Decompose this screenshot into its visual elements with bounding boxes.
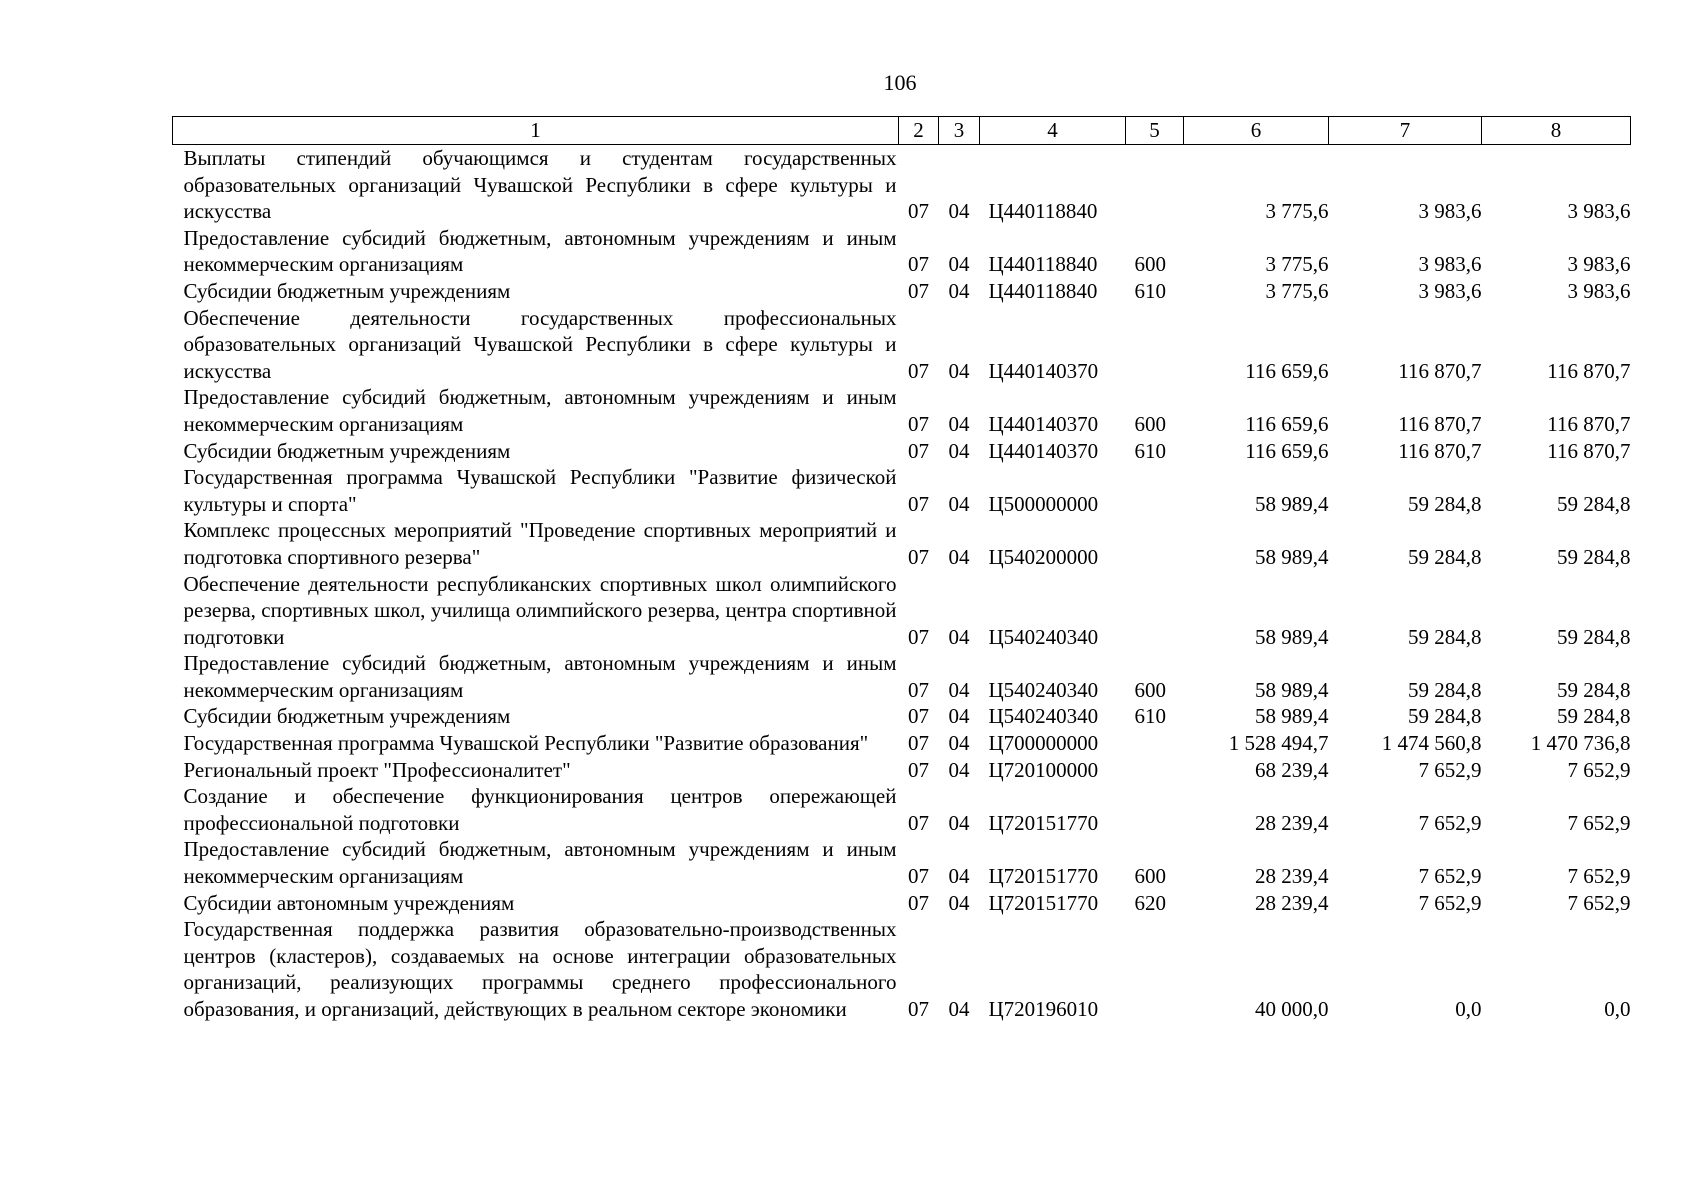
amount-col-7: 116 870,7 [1398,438,1482,463]
expense-type-code: 600 [1134,252,1166,277]
section-code: 07 [908,199,929,224]
row-name: Обеспечение деятельности республиканских спортивных школ олимпийского резерва, спортивных школ, училища олимпийского резерва, центра спортивной подготовки [183,571,897,649]
amount-col-7: 59 284,8 [1408,677,1482,702]
subsection-code: 04 [948,704,970,729]
subsection-code: 04 [948,278,970,303]
amount-col-8: 116 870,7 [1547,358,1631,383]
subsection-code: 04 [948,358,970,383]
amount-col-6: 28 239,4 [1255,864,1329,889]
subsection-code: 04 [948,731,970,756]
amount-col-7: 59 284,8 [1408,491,1482,516]
amount-col-8: 3 983,6 [1567,199,1631,224]
header-cell: 8 [1482,117,1631,145]
row-name: Комплекс процессных мероприятий "Проведение спортивных мероприятий и подготовка спортивного резерва" [183,518,897,569]
target-article-code: Ц540240340 [988,624,1099,649]
row-name: Выплаты стипендий обучающимся и студентам государственных образовательных организаций Чувашской Республики в сфере культуры и искусства [183,146,897,224]
amount-col-8: 59 284,8 [1557,704,1631,729]
section-code: 07 [908,544,929,569]
subsection-code: 04 [948,997,970,1021]
amount-col-6: 3 775,6 [1265,199,1329,224]
target-article-code: Ц720151770 [988,864,1099,889]
expense-type-code: 600 [1134,677,1166,702]
header-cell: 4 [980,117,1126,145]
subsection-code: 04 [948,810,970,835]
target-article-code: Ц720151770 [988,890,1099,915]
table-row [173,464,1631,517]
expense-type-code [1126,783,1184,836]
table-row [173,836,1631,889]
target-article-code: Ц440140370 [988,358,1099,383]
subsection-code: 04 [948,624,970,649]
row-name: Субсидии автономным учреждениям [183,890,515,915]
expense-type-code [1126,757,1184,784]
target-article-code: Ц720196010 [988,997,1099,1021]
row-name: Государственная программа Чувашской Республики "Развитие физической культуры и спорта" [183,465,897,516]
table-row [173,650,1631,703]
header-cell: 1 [173,117,899,145]
subsection-code: 04 [948,199,970,224]
section-code: 07 [908,864,929,889]
target-article-code: Ц700000000 [988,731,1099,756]
amount-col-6: 58 989,4 [1255,704,1329,729]
subsection-code: 04 [948,544,970,569]
table-row [173,305,1631,385]
row-name: Субсидии бюджетным учреждениям [183,438,511,463]
expense-type-code [1126,145,1184,225]
header-cell: 7 [1329,117,1482,145]
amount-col-6: 40 000,0 [1255,997,1329,1021]
row-name: Предоставление субсидий бюджетным, автономным учреждениям и иным некоммерческим организациям [183,651,897,702]
target-article-code: Ц500000000 [988,491,1099,516]
section-code: 07 [908,624,929,649]
amount-col-7: 7 652,9 [1418,890,1482,915]
header-cell: 2 [899,117,939,145]
amount-col-8: 59 284,8 [1557,544,1631,569]
amount-col-6: 58 989,4 [1255,491,1329,516]
expense-type-code: 600 [1134,864,1166,889]
amount-col-7: 3 983,6 [1418,252,1482,277]
amount-col-7: 0,0 [1455,997,1482,1021]
amount-col-6: 58 989,4 [1255,624,1329,649]
amount-col-6: 116 659,6 [1245,438,1329,463]
header-cell: 3 [939,117,980,145]
row-name: Предоставление субсидий бюджетным, автономным учреждениям и иным некоммерческим организациям [183,837,897,889]
expense-type-code: 610 [1134,438,1166,463]
table-row [173,571,1631,651]
amount-col-7: 7 652,9 [1418,810,1482,835]
expense-type-code [1126,517,1184,570]
amount-col-8: 3 983,6 [1567,252,1631,277]
amount-col-8: 3 983,6 [1567,278,1631,303]
amount-col-7: 3 983,6 [1418,278,1482,303]
subsection-code: 04 [948,491,970,516]
section-code: 07 [908,810,929,835]
section-code: 07 [908,731,929,756]
expense-type-code [1126,916,1184,1022]
amount-col-6: 58 989,4 [1255,544,1329,569]
section-code: 07 [908,997,929,1021]
subsection-code: 04 [948,677,970,702]
subsection-code: 04 [948,864,970,889]
section-code: 07 [908,677,929,702]
table-row [173,278,1631,305]
amount-col-8: 59 284,8 [1557,677,1631,702]
expense-type-code [1126,730,1184,757]
subsection-code: 04 [948,252,970,277]
row-name: Обеспечение деятельности государственных профессиональных образовательных организаций Чувашской Республики в сфере культуры и искусства [183,305,897,383]
amount-col-8: 7 652,9 [1567,810,1631,835]
table-row [173,757,1631,784]
target-article-code: Ц440118840 [988,252,1098,277]
target-article-code: Ц440140370 [988,411,1099,436]
table-row [173,438,1631,465]
expense-type-code [1126,305,1184,385]
subsection-code: 04 [948,890,970,915]
section-code: 07 [908,411,929,436]
table-row [173,517,1631,570]
row-name: Региональный проект "Профессионалитет" [183,757,571,782]
table-row [173,225,1631,278]
amount-col-6: 116 659,6 [1245,411,1329,436]
row-name: Предоставление субсидий бюджетным, автономным учреждениям и иным некоммерческим организациям [183,385,897,436]
header-row [173,117,1631,145]
amount-col-6: 1 528 494,7 [1228,731,1329,756]
expense-type-code: 610 [1134,704,1166,729]
row-name: Государственная поддержка развития образовательно-производственных центров (кластеров), создаваемых на основе интеграции образовательных организаций, реализующих программы среднего профессионального образования, и организаций, действующих в реальном секторе экономики [183,917,897,1021]
amount-col-8: 116 870,7 [1547,438,1631,463]
amount-col-8: 7 652,9 [1567,890,1631,915]
amount-col-8: 1 470 736,8 [1530,731,1631,756]
row-name: Субсидии бюджетным учреждениям [183,704,511,729]
target-article-code: Ц540240340 [988,677,1099,702]
amount-col-6: 68 239,4 [1255,757,1329,782]
row-name: Субсидии бюджетным учреждениям [183,278,511,303]
subsection-code: 04 [948,438,970,463]
amount-col-6: 28 239,4 [1255,890,1329,915]
subsection-code: 04 [948,411,970,436]
section-code: 07 [908,704,929,729]
section-code: 07 [908,757,929,782]
amount-col-8: 0,0 [1604,997,1631,1021]
section-code: 07 [908,252,929,277]
table-row [173,703,1631,730]
table-row [173,916,1631,1022]
amount-col-7: 116 870,7 [1398,411,1482,436]
amount-col-8: 116 870,7 [1547,411,1631,436]
amount-col-6: 116 659,6 [1245,358,1329,383]
amount-col-7: 7 652,9 [1418,864,1482,889]
section-code: 07 [908,491,929,516]
table-body [173,145,1631,1023]
target-article-code: Ц720100000 [988,757,1099,782]
row-name: Предоставление субсидий бюджетным, автономным учреждениям и иным некоммерческим организациям [183,225,897,277]
header-cell: 6 [1184,117,1329,145]
amount-col-8: 59 284,8 [1557,624,1631,649]
expense-type-code [1126,464,1184,517]
expense-type-code: 600 [1134,411,1166,436]
amount-col-6: 3 775,6 [1265,252,1329,277]
budget-table [172,116,1631,1023]
table-row [173,730,1631,757]
target-article-code: Ц720151770 [988,810,1099,835]
amount-col-6: 58 989,4 [1255,677,1329,702]
row-name: Государственная программа Чувашской Республики "Развитие образования" [183,731,869,756]
table-row [173,145,1631,225]
section-code: 07 [908,278,929,303]
target-article-code: Ц440118840 [988,278,1098,303]
page-number: 106 [883,70,917,95]
amount-col-7: 3 983,6 [1418,199,1482,224]
row-name: Создание и обеспечение функционирования центров опережающей профессиональной подготовки [183,784,897,835]
section-code: 07 [908,890,929,915]
amount-col-8: 7 652,9 [1567,757,1631,782]
amount-col-6: 3 775,6 [1265,278,1329,303]
target-article-code: Ц540240340 [988,704,1099,729]
expense-type-code: 610 [1134,278,1166,303]
expense-type-code [1126,571,1184,651]
target-article-code: Ц440140370 [988,438,1099,463]
table-row [173,783,1631,836]
section-code: 07 [908,358,929,383]
header-cell: 5 [1126,117,1184,145]
section-code: 07 [908,438,929,463]
amount-col-8: 7 652,9 [1567,864,1631,889]
table-row [173,890,1631,917]
amount-col-7: 1 474 560,8 [1381,731,1482,756]
amount-col-7: 59 284,8 [1408,544,1482,569]
subsection-code: 04 [948,757,970,782]
amount-col-6: 28 239,4 [1255,810,1329,835]
amount-col-7: 59 284,8 [1408,624,1482,649]
amount-col-7: 116 870,7 [1398,358,1482,383]
target-article-code: Ц440118840 [988,199,1098,224]
amount-col-8: 59 284,8 [1557,491,1631,516]
amount-col-7: 7 652,9 [1418,757,1482,782]
table-row [173,384,1631,437]
target-article-code: Ц540200000 [988,544,1099,569]
amount-col-7: 59 284,8 [1408,704,1482,729]
expense-type-code: 620 [1134,890,1166,915]
